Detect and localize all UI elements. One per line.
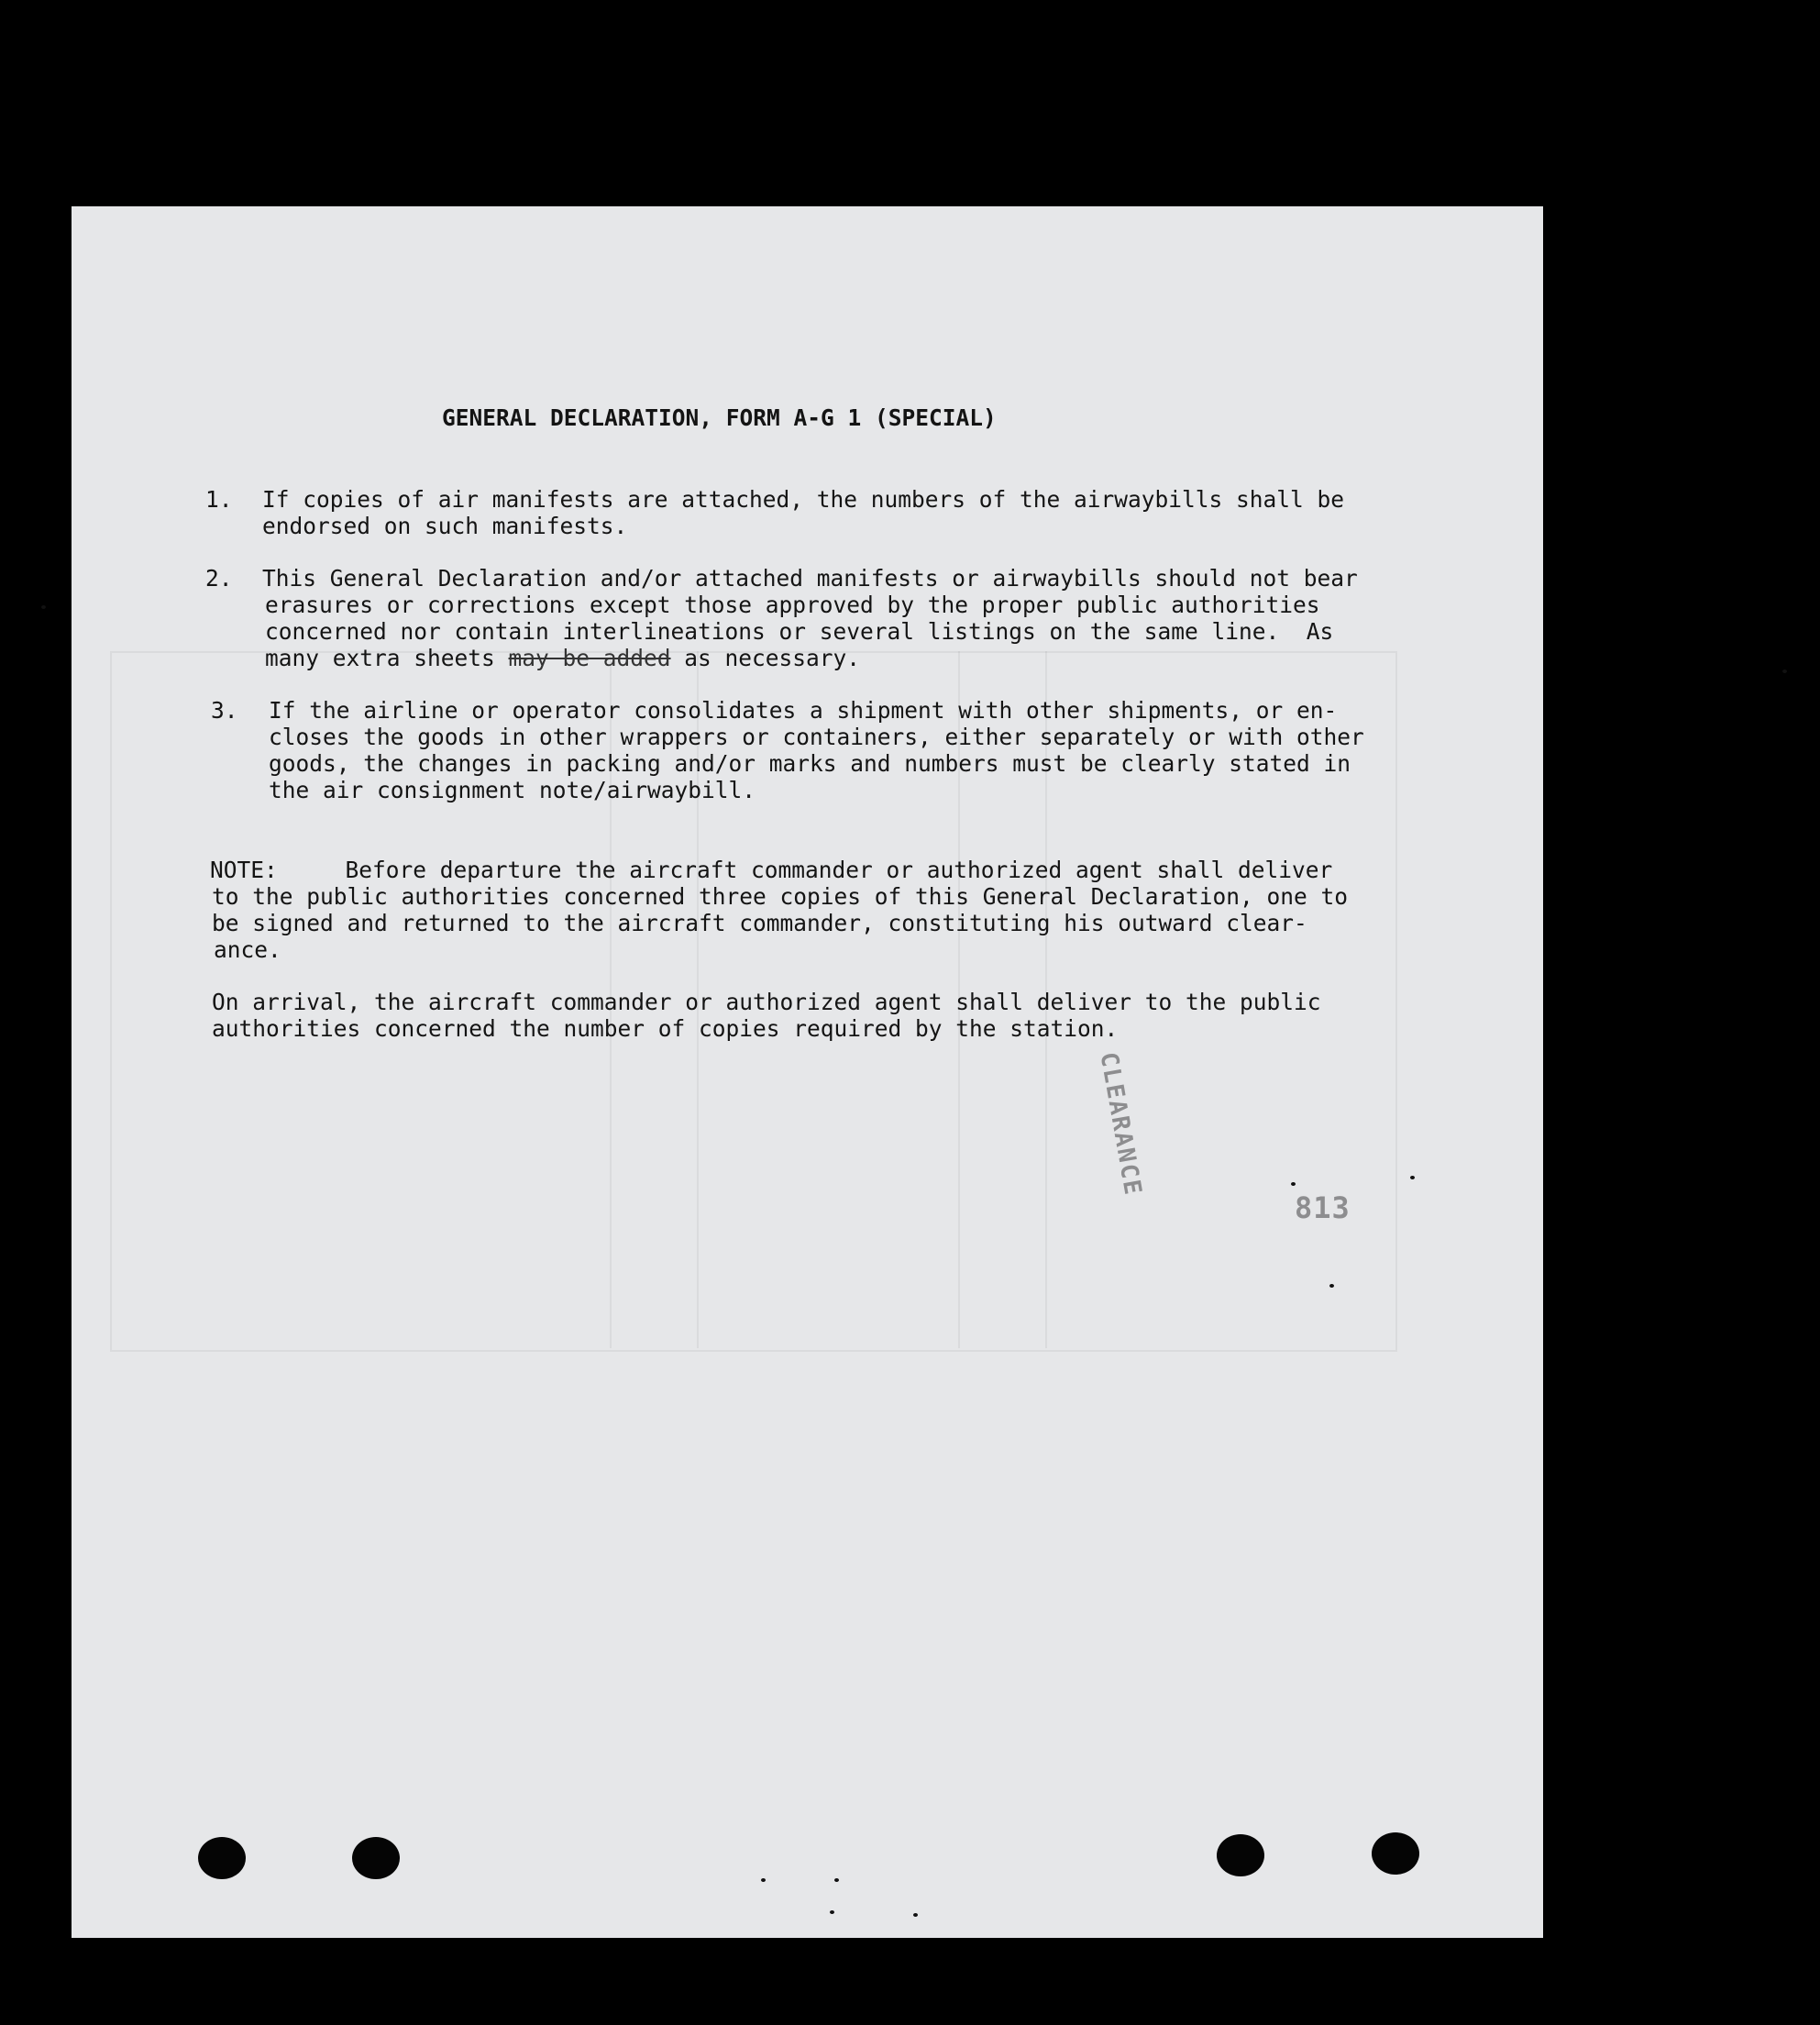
item-2-line-4-end: as necessary.: [670, 645, 861, 671]
speck: [41, 605, 46, 609]
speck: [830, 1910, 834, 1914]
item-1-line-1: If copies of air manifests are attached, the numbers of the airwaybills shall be: [262, 486, 1345, 513]
note-line-4: ance.: [214, 936, 281, 963]
note-line-2: to the public authorities concerned three copies of this General Declaration, one to: [212, 883, 1349, 910]
struck-text: may be added: [508, 645, 671, 671]
arrival-line-1: On arrival, the aircraft commander or authorized agent shall deliver to the public: [212, 989, 1321, 1015]
speck: [1410, 1176, 1415, 1179]
speck: [834, 1878, 839, 1882]
page-title: GENERAL DECLARATION, FORM A-G 1 (SPECIAL): [442, 404, 997, 431]
speck: [1329, 1284, 1334, 1288]
speck: [1782, 669, 1787, 673]
item-3-line-2: closes the goods in other wrappers or containers, either separately or with other: [269, 724, 1364, 750]
item-2-number: 2.: [205, 565, 233, 592]
item-1-number: 1.: [205, 486, 233, 513]
item-3-line-1: If the airline or operator consolidates a shipment with other shipments, or en-: [269, 697, 1338, 724]
item-3-line-4: the air consignment note/airwaybill.: [269, 777, 756, 803]
punch-hole: [352, 1837, 400, 1879]
speck: [913, 1913, 918, 1917]
arrival-line-2: authorities concerned the number of copies required by the station.: [212, 1015, 1119, 1042]
speck: [761, 1878, 766, 1882]
punch-hole: [1372, 1832, 1419, 1875]
speck: [1291, 1182, 1296, 1186]
punch-hole: [1217, 1834, 1264, 1876]
note-line-3: be signed and returned to the aircraft commander, constituting his outward clear-: [212, 910, 1307, 936]
item-2-line-1: This General Declaration and/or attached manifests or airwaybills should not bear: [262, 565, 1358, 592]
item-3-number: 3.: [211, 697, 238, 724]
item-3-line-3: goods, the changes in packing and/or marks and numbers must be clearly stated in: [269, 750, 1351, 777]
item-2-line-4: [265, 645, 860, 671]
item-1-line-2: endorsed on such manifests.: [262, 513, 628, 539]
note-line-1: NOTE: Before departure the aircraft commander or authorized agent shall deliver: [210, 857, 1333, 883]
item-2-line-2: erasures or corrections except those approved by the proper public authorities: [265, 592, 1320, 618]
number-stamp: 813: [1295, 1190, 1351, 1225]
punch-hole: [198, 1837, 246, 1879]
item-2-line-3: concerned nor contain interlineations or several listings on the same line. As: [265, 618, 1334, 645]
item-2-line-4-start: many extra sheets: [265, 645, 509, 671]
clearance-stamp: CLEARANCE: [1094, 1050, 1147, 1199]
